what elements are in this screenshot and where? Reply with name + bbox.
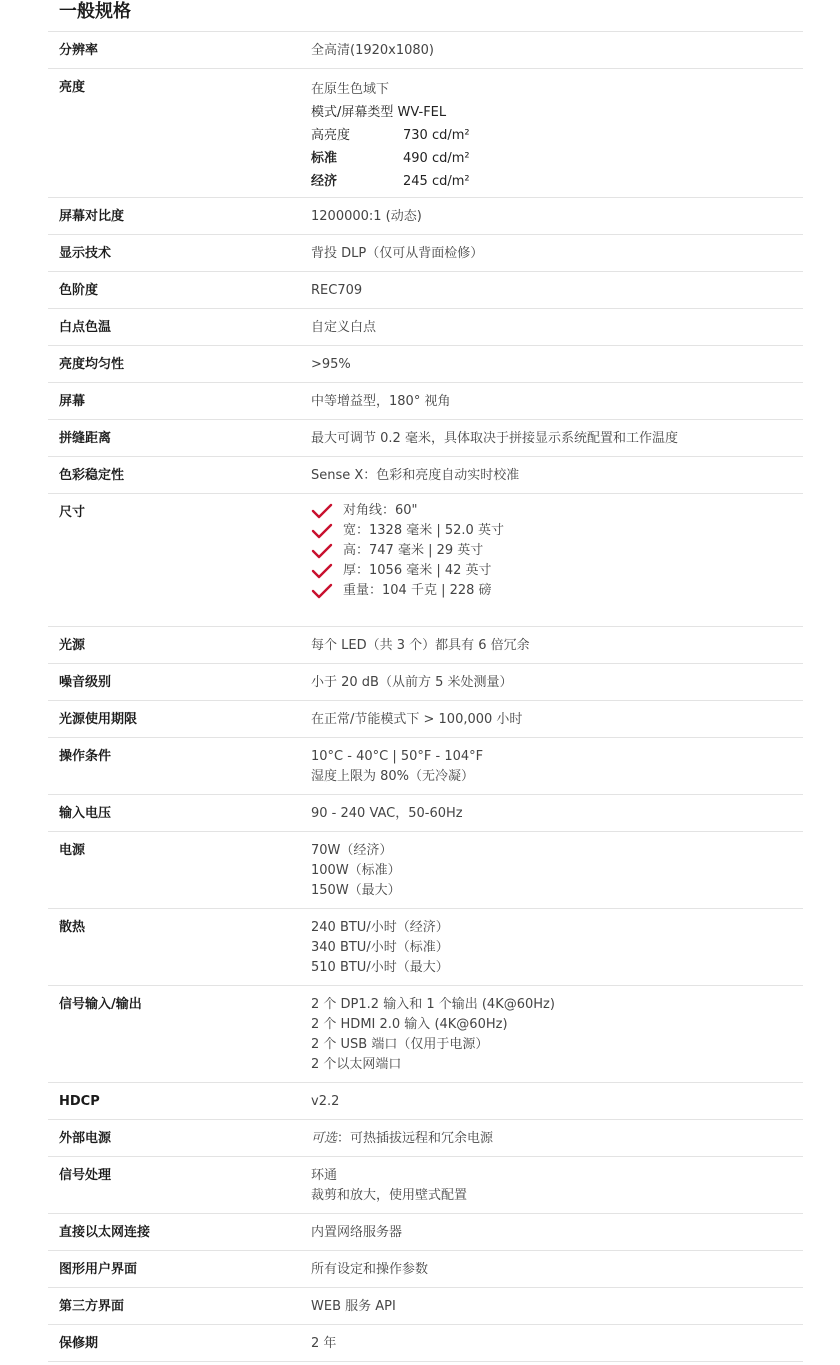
spec-value [300, 1214, 803, 1250]
spec-value-text: 湿度上限为 80%（无冷凝） [311, 769, 475, 784]
spec-value [300, 664, 803, 700]
spec-value-text: 2 个 DP1.2 输入和 1 个输出 (4K@60Hz) [311, 997, 555, 1012]
spec-label: 白点色温 [59, 320, 112, 335]
spec-row-gap [48, 420, 803, 457]
spec-value-text: 所有设定和操作参数 [311, 1262, 429, 1277]
mode-name: 经济 [311, 174, 338, 189]
spec-label: 屏幕对比度 [59, 209, 125, 224]
spec-value-text: 在正常/节能模式下 > 100,000 小时 [311, 712, 523, 727]
spec-label: 分辨率 [59, 43, 99, 58]
checkmark-icon [311, 522, 333, 540]
size-item [311, 521, 803, 541]
mode-name: 高亮度 [311, 128, 351, 143]
spec-value-text: 10°C - 40°C | 50°F - 104°F [311, 749, 484, 764]
mode-value: 245 cd/m² [403, 174, 470, 189]
spec-row-signal [48, 1157, 803, 1214]
spec-value [300, 235, 803, 271]
spec-row-third-party [48, 1288, 803, 1325]
size-item-text: 重量：104 千克 | 228 磅 [343, 583, 492, 598]
spec-row-color-stability [48, 457, 803, 494]
spec-label: 亮度 [59, 80, 86, 95]
brightness-line2 [311, 101, 803, 124]
checkmark-icon [311, 562, 333, 580]
mode-name: 标准 [311, 151, 338, 166]
spec-value-text: 510 BTU/小时（最大） [311, 960, 449, 975]
spec-value [300, 986, 803, 1082]
checkmark-icon [311, 542, 333, 560]
size-item-text: 宽：1328 毫米 | 52.0 英寸 [343, 523, 504, 538]
spec-value [300, 795, 803, 831]
spec-value [300, 420, 803, 456]
size-item [311, 501, 803, 521]
spec-value [300, 1120, 803, 1156]
spec-label: 噪音级别 [59, 675, 112, 690]
spec-row-io [48, 986, 803, 1083]
brightness-mode-high [311, 124, 803, 147]
spec-value-text: >95% [311, 357, 351, 372]
brightness-line1-text: 在原生色域下 [311, 82, 390, 97]
spec-label: 色彩稳定性 [59, 468, 125, 483]
spec-value-text: 340 BTU/小时（标准） [311, 940, 449, 955]
spec-value-text: v2.2 [311, 1094, 340, 1109]
spec-label: 外部电源 [59, 1131, 112, 1146]
spec-row-operating [48, 738, 803, 795]
spec-row-power [48, 832, 803, 909]
size-item-text: 对角线：60" [343, 503, 418, 518]
spec-value-text: 中等增益型，180° 视角 [311, 394, 451, 409]
spec-value-text: 2 个以太网端口 [311, 1057, 402, 1072]
spec-label: 显示技术 [59, 246, 112, 261]
brightness-mode-standard [311, 147, 803, 170]
spec-value-text: 小于 20 dB（从前方 5 米处测量） [311, 675, 513, 690]
brightness-mode-eco [311, 170, 803, 193]
spec-row-light-source [48, 627, 803, 664]
optional-tag: 可选 [311, 1131, 338, 1146]
spec-label: 图形用户界面 [59, 1262, 138, 1277]
spec-value-text: 最大可调节 0.2 毫米，具体取决于拼接显示系统配置和工作温度 [311, 431, 678, 446]
spec-value [300, 457, 803, 493]
spec-label: 屏幕 [59, 394, 86, 409]
spec-value [300, 69, 803, 197]
spec-row-ext-power [48, 1120, 803, 1157]
spec-row-input-voltage [48, 795, 803, 832]
section-title: 一般规格 [48, 0, 803, 32]
spec-label: 亮度均匀性 [59, 357, 125, 372]
checkmark-icon [311, 582, 333, 600]
spec-label: 拼缝距离 [59, 431, 112, 446]
spec-value-text: 70W（经济） [311, 843, 393, 858]
spec-row-noise [48, 664, 803, 701]
brightness-line1 [311, 78, 803, 101]
spec-value-text: 1200000:1 (动态) [311, 209, 422, 224]
spec-label: 信号输入/输出 [59, 997, 142, 1012]
spec-row-display-tech [48, 235, 803, 272]
spec-value [300, 627, 803, 663]
spec-row-lifetime [48, 701, 803, 738]
spec-value [300, 1325, 803, 1361]
size-item [311, 561, 803, 581]
spec-row-resolution [48, 32, 803, 69]
spec-value [300, 383, 803, 419]
spec-value [300, 738, 803, 794]
spec-label: 输入电压 [59, 806, 112, 821]
spec-label: 信号处理 [59, 1168, 112, 1183]
size-item-text: 厚：1056 毫米 | 42 英寸 [343, 563, 492, 578]
spec-row-ethernet [48, 1214, 803, 1251]
spec-row-gui [48, 1251, 803, 1288]
spec-value [300, 701, 803, 737]
spec-label: 电源 [59, 843, 86, 858]
spec-label: 保修期 [59, 1336, 99, 1351]
spec-value [300, 272, 803, 308]
spec-value-text: 内置网络服务器 [311, 1225, 403, 1240]
spec-row-uniformity [48, 346, 803, 383]
mode-value: 490 cd/m² [403, 151, 470, 166]
spec-value [300, 32, 803, 68]
spec-label: 尺寸 [59, 505, 86, 520]
spec-value-text: 90 - 240 VAC，50-60Hz [311, 806, 463, 821]
spec-value-text: 2 个 HDMI 2.0 输入 (4K@60Hz) [311, 1017, 508, 1032]
spec-row-color-gamut [48, 272, 803, 309]
spec-value [300, 494, 803, 626]
spec-value-text: REC709 [311, 283, 363, 298]
mode-value: 730 cd/m² [403, 128, 470, 143]
spec-label: 散热 [59, 920, 86, 935]
spec-value [300, 1083, 803, 1119]
spec-label: 第三方界面 [59, 1299, 125, 1314]
spec-label: 光源使用期限 [59, 712, 138, 727]
spec-row-white-point [48, 309, 803, 346]
spec-value-text: Sense X：色彩和亮度自动实时校准 [311, 468, 520, 483]
spec-value-text: WEB 服务 API [311, 1299, 396, 1314]
spec-value [300, 909, 803, 985]
size-item [311, 541, 803, 561]
spec-value-text: 自定义白点 [311, 320, 377, 335]
size-item-text: 高：747 毫米 | 29 英寸 [343, 543, 484, 558]
spec-value-text: 100W（标准） [311, 863, 401, 878]
spec-row-hdcp [48, 1083, 803, 1120]
spec-value-text: 150W（最大） [311, 883, 401, 898]
spec-row-heat [48, 909, 803, 986]
spec-value [300, 1157, 803, 1213]
spec-value [300, 832, 803, 908]
spec-table [48, 0, 803, 1362]
spec-value-text: 2 个 USB 端口（仅用于电源） [311, 1037, 489, 1052]
spec-value-text: 全高清(1920x1080) [311, 43, 435, 58]
spec-row-brightness [48, 69, 803, 198]
spec-value-text: 裁剪和放大，使用壁式配置 [311, 1188, 468, 1203]
spec-label: 光源 [59, 638, 86, 653]
spec-row-size [48, 494, 803, 627]
spec-row-screen [48, 383, 803, 420]
checkmark-icon [311, 502, 333, 520]
spec-value [300, 346, 803, 382]
spec-label: 直接以太网连接 [59, 1225, 151, 1240]
size-item [311, 581, 803, 601]
spec-value-text: 240 BTU/小时（经济） [311, 920, 449, 935]
spec-value-text: 背投 DLP（仅可从背面检修） [311, 246, 484, 261]
spec-value-text: 环通 [311, 1168, 338, 1183]
spec-value [300, 309, 803, 345]
spec-row-contrast [48, 198, 803, 235]
spec-value-text [311, 1129, 803, 1149]
spec-label: 操作条件 [59, 749, 112, 764]
spec-label: HDCP [59, 1094, 100, 1109]
spec-value-text: 2 年 [311, 1336, 337, 1351]
spec-value-text: 每个 LED（共 3 个）都具有 6 倍冗余 [311, 638, 530, 653]
spec-value [300, 1288, 803, 1324]
spec-value [300, 1251, 803, 1287]
spec-label: 色阶度 [59, 283, 99, 298]
spec-value [300, 198, 803, 234]
brightness-line2-text: 模式/屏幕类型 WV-FEL [311, 105, 447, 120]
spec-row-warranty [48, 1325, 803, 1362]
ext-power-text: ：可热插拔远程和冗余电源 [337, 1131, 494, 1146]
